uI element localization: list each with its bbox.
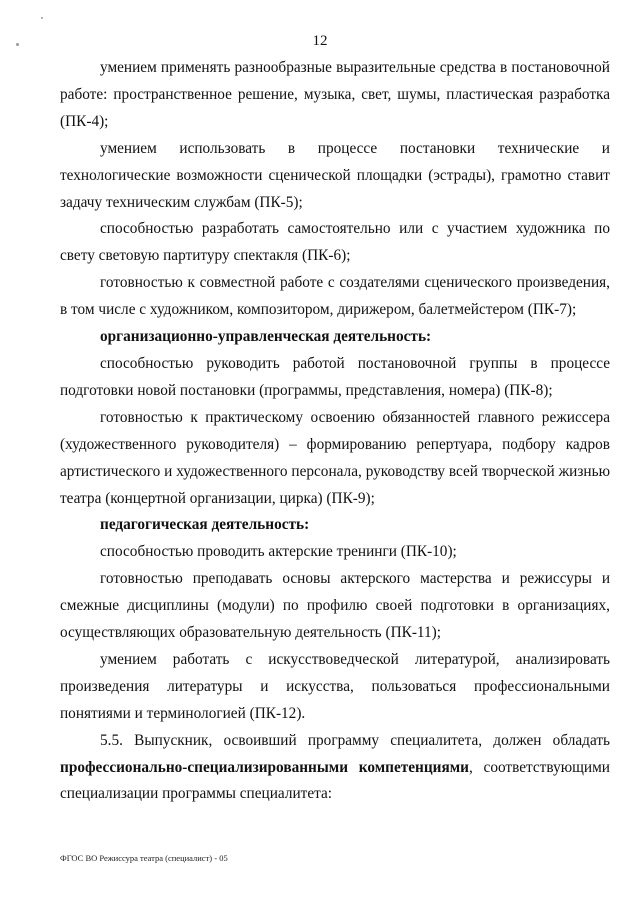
clause-5-5-intro: 5.5. Выпускник, освоивший программу специалитета, должен обладать bbox=[100, 731, 610, 749]
competency-pk4: умением применять разнообразные выразительные средства в постановочной работе: пространственное решение, музыка, свет, шумы, пластическая разработка (ПК-4); bbox=[60, 59, 610, 130]
page-number: 12 bbox=[312, 33, 328, 49]
competency-pk7: готовностью к совместной работе с создателями сценического произведения, в том числе с художником, композитором, дирижером, балетмейстером (ПК-7); bbox=[60, 274, 610, 319]
competency-pk8: способностью руководить работой постановочной группы в процессе подготовки новой постановки (программы, представления, номера) (ПК-8); bbox=[60, 354, 610, 399]
competency-pk12: умением работать с искусствоведческой литературой, анализировать произведения литературы и искусства, пользоваться профессиональными понятиями и терминологией (ПК-12). bbox=[60, 650, 610, 722]
section-heading-management: организационно-управленческая деятельность: bbox=[100, 328, 432, 346]
competency-pk10: способностью проводить актерские тренинги (ПК-10); bbox=[100, 543, 457, 561]
competency-pk9: готовностью к практическому освоению обязанностей главного режиссера (художественного руководителя) – формированию репертуара, подбору кадров артистического и художественного персонала, руководству всей творческой жизнью театра (концертной организации, цирка) (ПК-9); bbox=[60, 408, 610, 507]
section-heading-pedagogical: педагогическая деятельность: bbox=[100, 516, 310, 534]
clause-5-5-emphasis: профессионально-специализированными компетенциями bbox=[60, 758, 469, 776]
clause-5-5 bbox=[60, 728, 610, 809]
page-body bbox=[60, 55, 610, 808]
competency-pk11: готовностью преподавать основы актерского мастерства и режиссуры и смежные дисциплины (модули) по профилю своей подготовки в организациях, осуществляющих образовательную деятельность (ПК-11); bbox=[60, 570, 610, 642]
competency-pk5: умением использовать в процессе постановки технические и технологические возможности сценической площадки (эстрады), грамотно ставит задачу техническим службам (ПК-5); bbox=[60, 139, 610, 211]
document-footer: ФГОС ВО Режиссура театра (специалист) - 05 bbox=[60, 853, 228, 863]
clause-5-5-outro: , соответствующими специализации программы специалитета: bbox=[60, 758, 610, 803]
scan-speck bbox=[41, 17, 43, 19]
competency-pk6: способностью разработать самостоятельно или с участием художника по свету световую партитуру спектакля (ПК-6); bbox=[60, 220, 610, 265]
